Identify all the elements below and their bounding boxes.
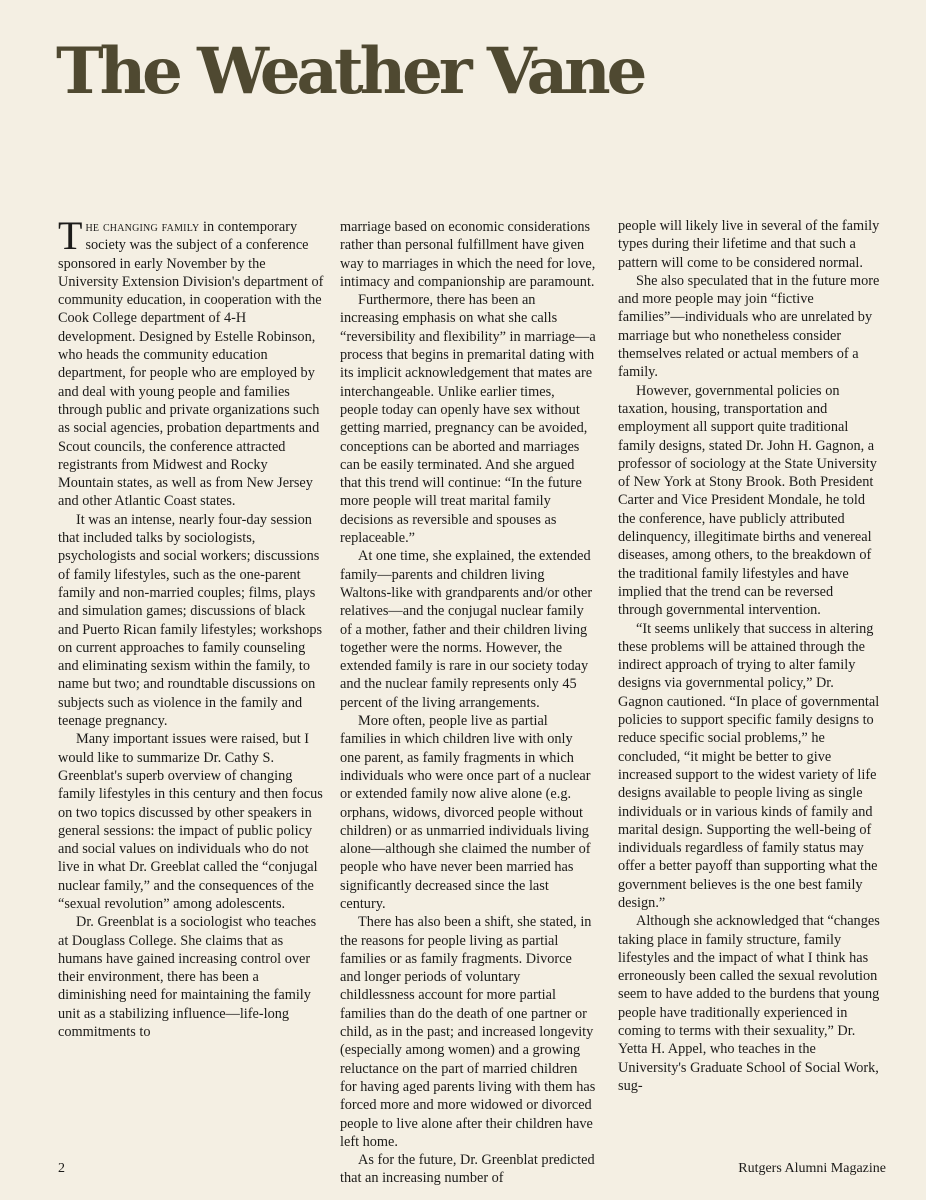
paragraph: The changing family in contemporary society was the subject of a conference sponsored in early November by the University Extension Division's department of community education, in cooperation with the Cook College department of 4-H development. Designed by Estelle Robinson, who heads the community education department, for people who are employed by and deal with young people and families through public and private organizations such as social agencies, probation departments and Scout councils, the conference attracted registrants from Midwest and Rocky Mountain states, as well as from New Jersey and other Atlantic Coast states.: [58, 213, 324, 510]
paragraph: It was an intense, nearly four-day session that included talks by sociologists, psychologists and social workers; discussions of family lifestyles, such as the one-parent family and non-married couples; films, plays and simulation games; discussions of black and Puerto Rican family lifestyles; workshops on current approaches to family counseling and eliminating sexism within the family, to name but two; and roundtable discussions on subjects such as violence in the family and teenage pregnancy.: [58, 511, 323, 730]
paragraph: At one time, she explained, the extended family—parents and children living Waltons-like with grandparents and/or other relatives—and the conjugal nuclear family of a mother, father and their children living together were the norms. However, the extended family is rare in our society today and the nuclear family represents only 45 percent of the living arrangements.: [340, 548, 593, 711]
paragraph: There has also been a shift, she stated, in the reasons for people living as partial families or as family fragments. Divorce and longer periods of voluntary childlessness account for more partial families than do the death of one partner or child, as in the past; and increased longevity (especially among women) and a growing reluctance on the part of married children for having aged parents living with them has forced more and more widowed or divorced people to live alone after their children have left home.: [340, 914, 596, 1150]
paragraph: people will likely live in several of the family types during their lifetime and that such a pattern will come to be considered normal.: [618, 218, 880, 271]
paragraph: Although she acknowledged that “changes taking place in family structure, family lifestyles and the impact of what I think has erroneously been called the sexual revolution seem to have added to the burdens that young people have traditionally experienced in coming to terms with their sexuality,” Dr. Yetta H. Appel, who teaches in the University's Graduate School of Social Work, sug-: [618, 913, 880, 1094]
page-title: The Weather Vane: [56, 34, 644, 109]
paragraph: Furthermore, there has been an increasing emphasis on what she calls “reversibility and flexibility” in marriage—a process that begins in premarital dating with its implicit acknowledgement that mates are interchangeable. Unlike earlier times, people today can openly have sex without getting married, pregnancy can be avoided, conceptions can be aborted and marriages can be easily terminated. And she argued that this trend will continue: “In the future more people will treat marital family decisions as reversible and spouses as replaceable.”: [340, 292, 596, 547]
publication-name: Rutgers Alumni Magazine: [738, 1161, 886, 1176]
article-column-1: [58, 213, 326, 1041]
article-column-2: [340, 218, 596, 1188]
article-column-3: [618, 217, 880, 1095]
page-number: 2: [58, 1161, 65, 1176]
paragraph: Dr. Greenblat is a sociologist who teaches at Douglass College. She claims that as humans have gained increasing control over their environment, there has been a diminishing need for maintaining the family unit as a stabilizing influence—life-long commitments to: [58, 914, 317, 1041]
drop-cap: T: [58, 213, 83, 258]
paragraph: “It seems unlikely that success in altering these problems will be attained through the indirect approach of trying to alter family designs via governmental policy,” Dr. Gagnon cautioned. “In place of governmental policies to support specific family designs to reduce specific social problems,” he concluded, “it might be better to give increased support to the widest variety of life designs available to people living as single individuals or in various kinds of family and marital design. Supporting the well-being of individuals regardless of family status may offer a better payoff than supporting what the government believes is the one best family design.”: [618, 620, 880, 911]
paragraph: However, governmental policies on taxation, housing, transportation and employment all support quite traditional family designs, stated Dr. John H. Gagnon, a professor of sociology at the State University of New York at Stony Brook. Both President Carter and Vice President Mondale, he told the conference, have publicly attributed delinquency, illegitimate births and venereal diseases, among others, to the breakdown of the traditional family lifestyles and have implied that the trend can be reversed through governmental intervention.: [618, 382, 877, 619]
paragraph: As for the future, Dr. Greenblat predicted that an increasing number of: [340, 1152, 595, 1187]
paragraph: Many important issues were raised, but I would like to summarize Dr. Cathy S. Greenblat's superb overview of changing family lifestyles in this century and then focus on two topics discussed by other speakers in general sessions: the impact of public policy and social values on individuals who do not live in what Dr. Greeblat called the “conjugal nuclear family,” and the consequences of the “sexual revolution” among adolescents.: [58, 731, 323, 912]
paragraph: She also speculated that in the future more and more people may join “fictive families”—individuals who are unrelated by marriage but who nonetheless consider themselves related or actual members of a family.: [618, 272, 880, 381]
lead-in: he changing family: [85, 219, 200, 235]
paragraph: More often, people live as partial families in which children live with only one parent, as family fragments in which individuals who were once part of a nuclear or extended family now alive alone (e.g. orphans, widows, divorced people without children) or as unmarried individuals living alone—although she claimed the number of people who have never been married has significantly decreased since the last century.: [340, 713, 591, 912]
paragraph: marriage based on economic considerations rather than personal fulfillment have given way to marriages in which the need for love, intimacy and companionship are paramount.: [340, 219, 596, 290]
